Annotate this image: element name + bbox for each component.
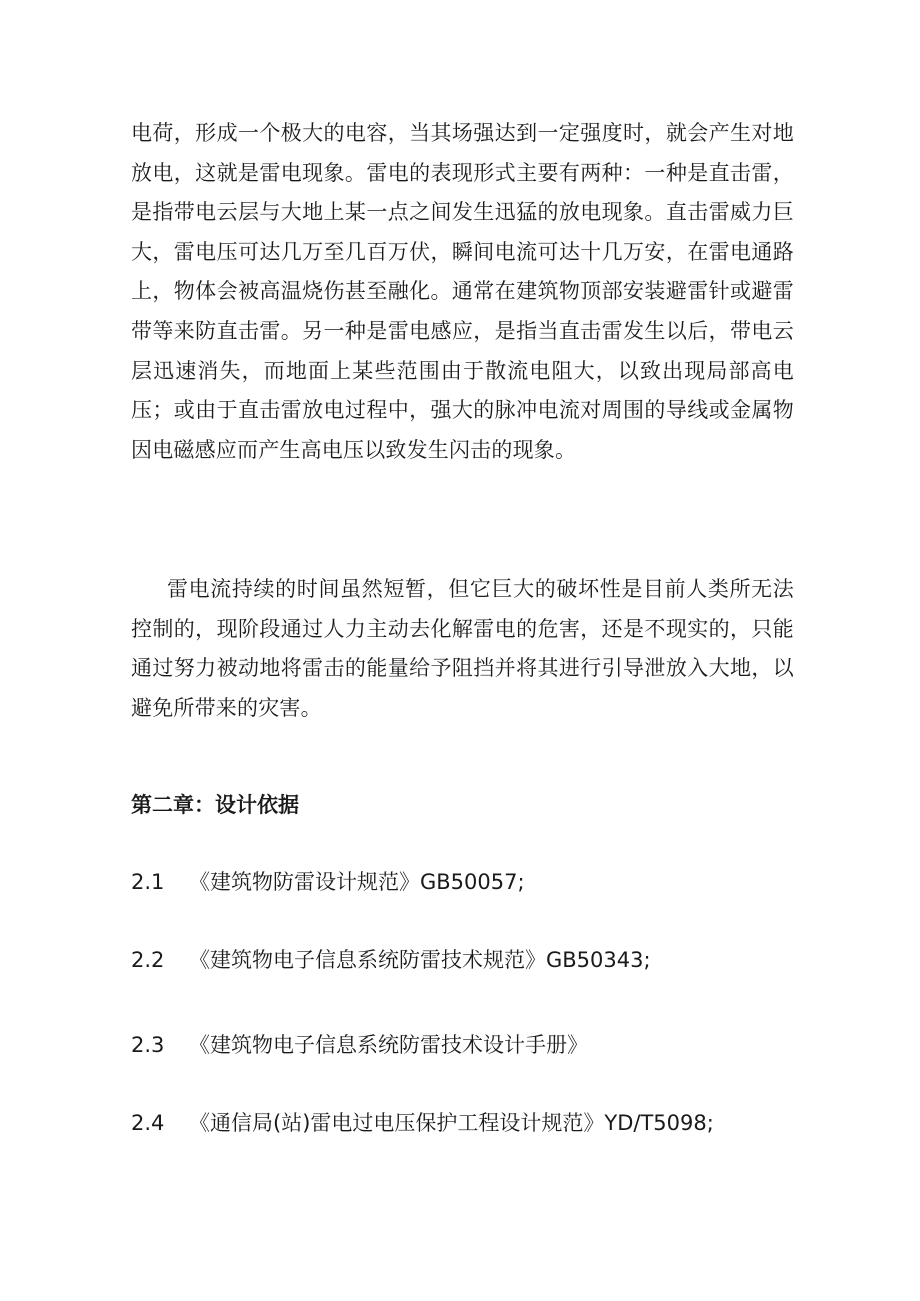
body-paragraph-1: 电荷，形成一个极大的电容，当其场强达到一定强度时，就会产生对地放电，这就是雷电现象。雷电的表现形式主要有两种：一种是直击雷，是指带电云层与大地上某一点之间发生迅猛的放电现象。直击雷威力巨大，雷电压可达几万至几百万伏，瞬间电流可达十几万安，在雷电通路上，物体会被高温烧伤甚至融化。通常在建筑物顶部安装避雷针或避雷带等来防直击雷。另一种是雷电感应，是指当直击雷发生以后，带电云层迅速消失，而地面上某些范围由于散流电阻大，以致出现局部高电压；或由于直击雷放电过程中，强大的脉冲电流对周围的导线或金属物因电磁感应而产生高电压以致发生闪击的现象。 — [131, 121, 794, 462]
reference-item — [131, 941, 651, 980]
reference-text: 《建筑物电子信息系统防雷技术设计手册》 — [189, 1033, 588, 1057]
reference-text: 《建筑物防雷设计规范》GB50057; — [189, 870, 525, 894]
reference-number: 2.4 — [131, 1111, 165, 1135]
reference-number: 2.2 — [131, 948, 165, 972]
reference-text: 《建筑物电子信息系统防雷技术规范》GB50343; — [189, 948, 651, 972]
body-paragraph-2: 雷电流持续的时间虽然短暂，但它巨大的破坏性是目前人类所无法控制的，现阶段通过人力主动去化解雷电的危害，还是不现实的，只能通过努力被动地将雷击的能量给予阻挡并将其进行引导泄放入大地，以避免所带来的灾害。 — [131, 577, 794, 720]
chapter-heading: 第二章：设计依据 — [131, 793, 299, 817]
reference-item — [131, 863, 525, 902]
reference-number: 2.3 — [131, 1033, 165, 1057]
reference-number: 2.1 — [131, 870, 165, 894]
reference-text: 《通信局(站)雷电过电压保护工程设计规范》YD/T5098; — [189, 1111, 714, 1135]
reference-item — [131, 1026, 588, 1065]
reference-item — [131, 1104, 714, 1143]
